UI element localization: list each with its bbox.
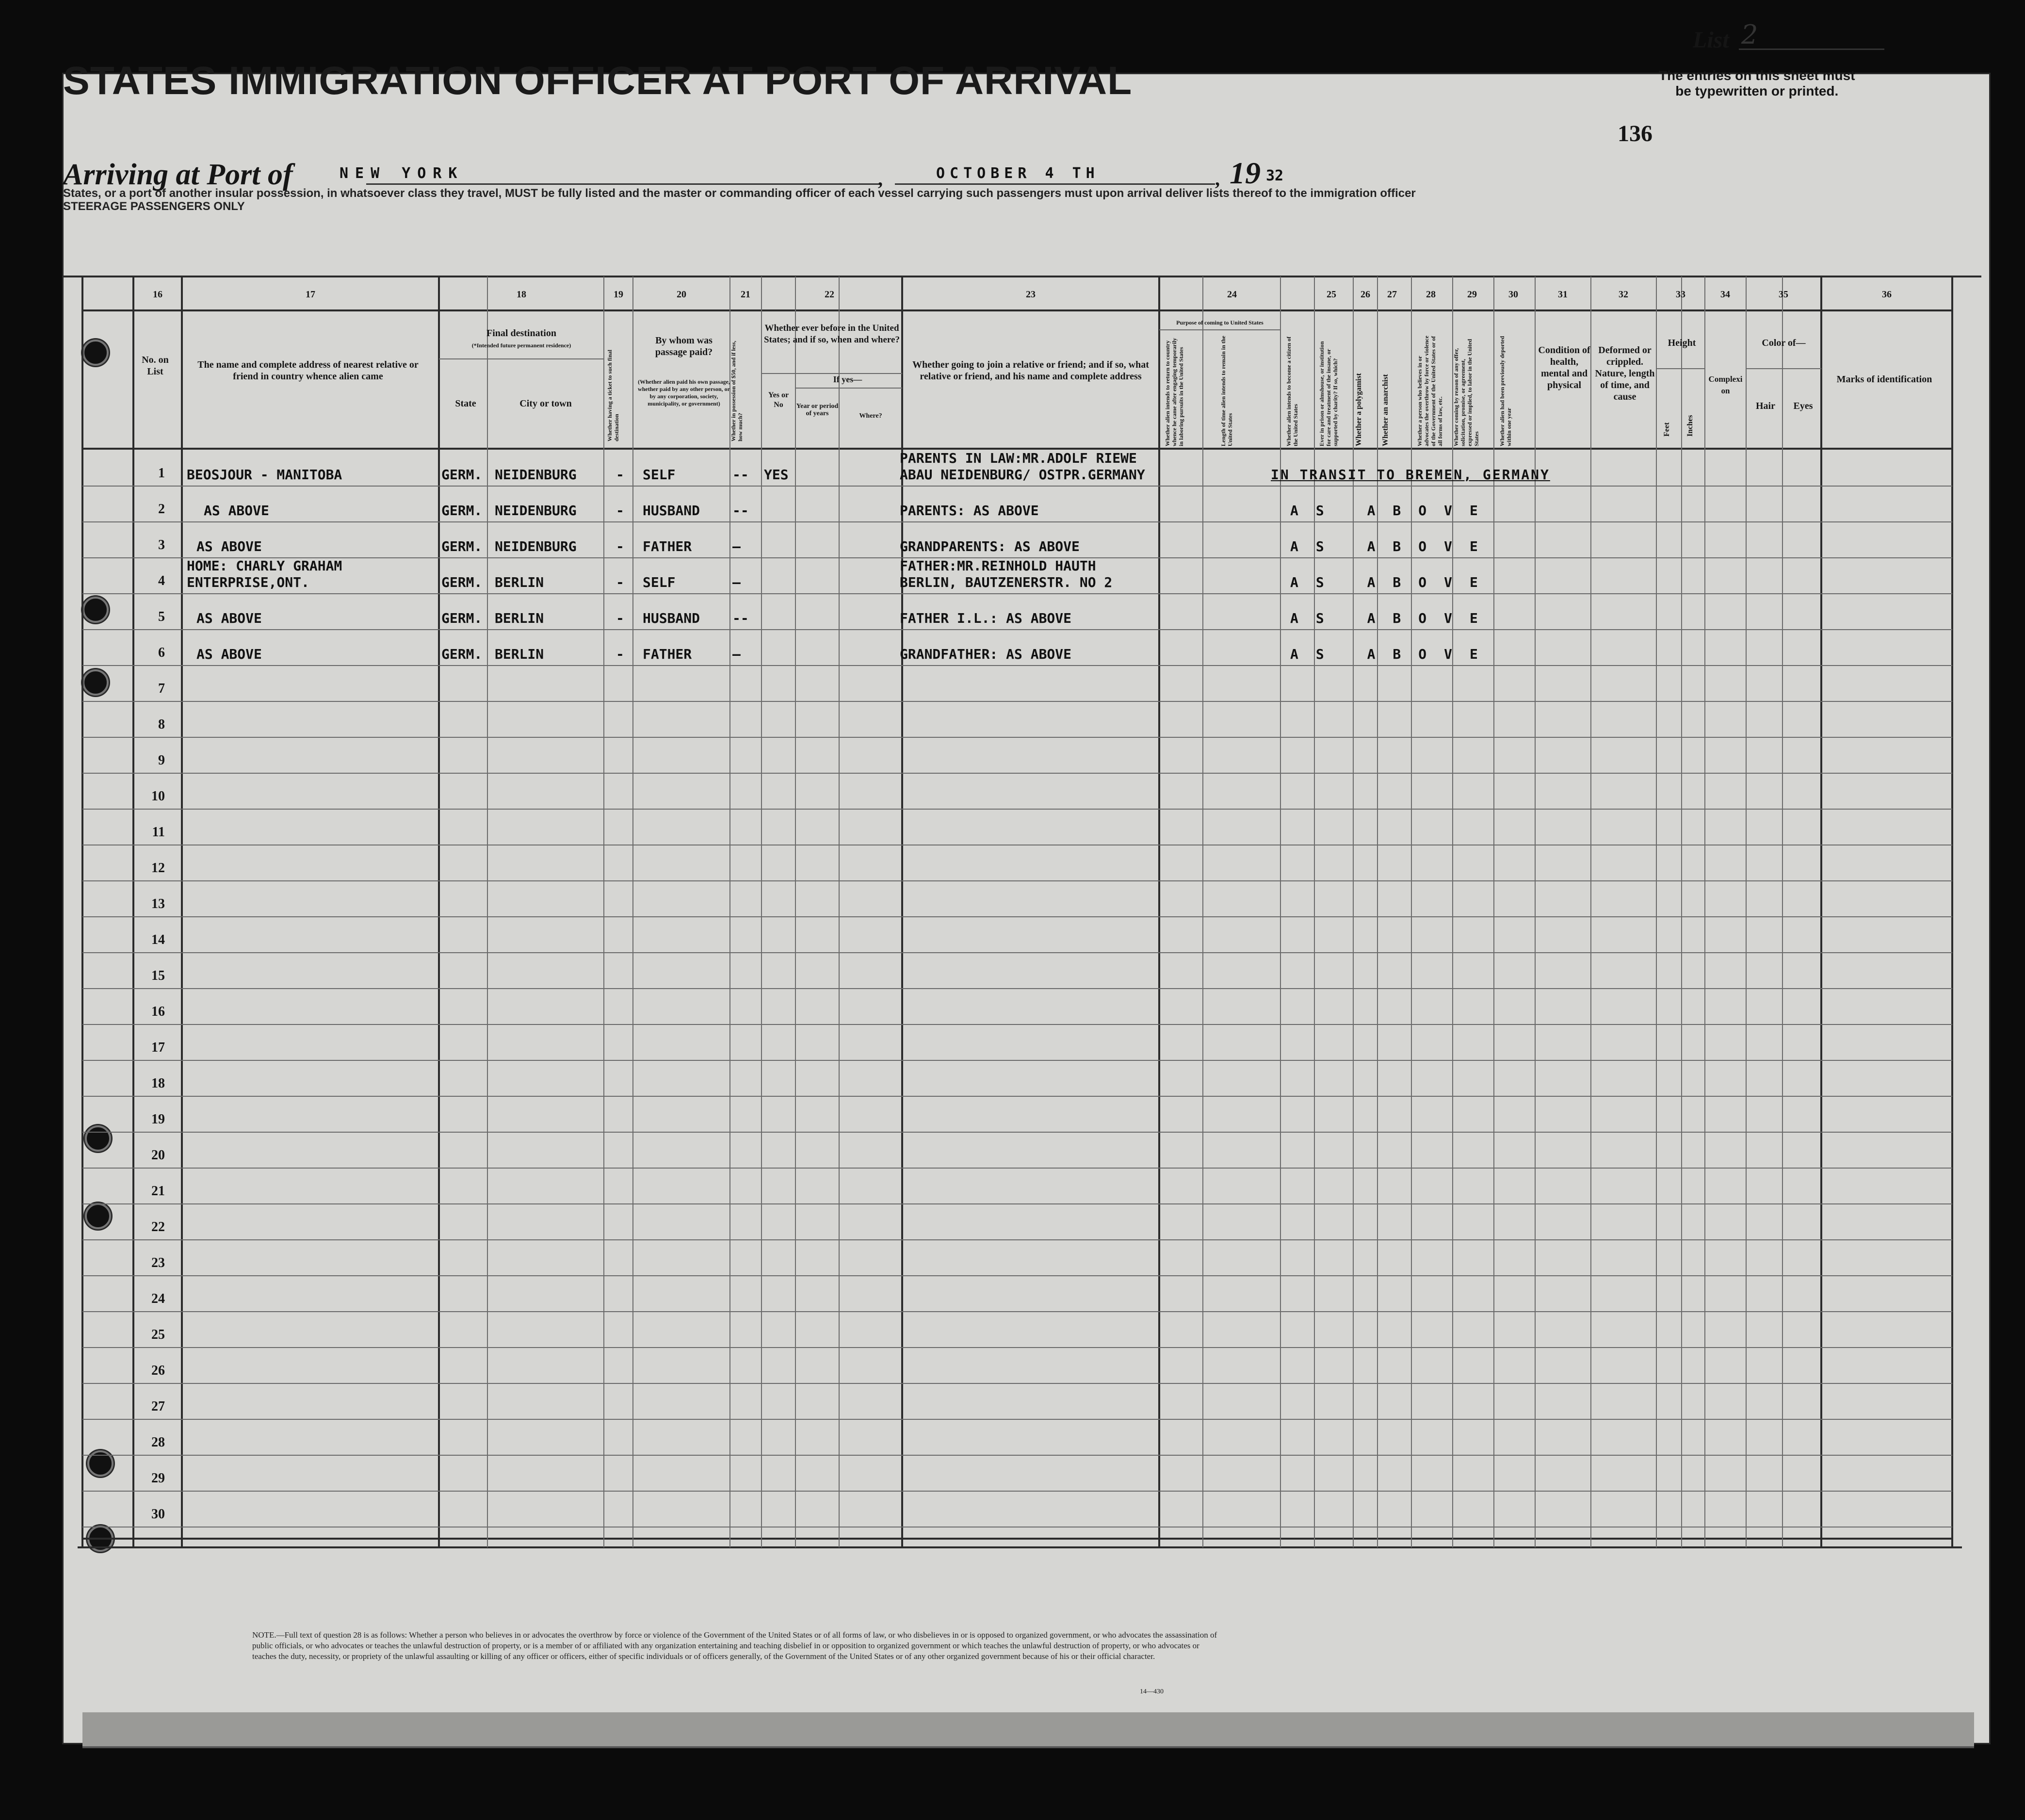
ticket-value: - bbox=[616, 503, 624, 519]
passage-paid-by: SELF bbox=[643, 467, 676, 483]
row-number: 29 bbox=[151, 1471, 165, 1486]
column-number: 23 bbox=[1026, 289, 1036, 300]
join-relative-line-2: BERLIN, BAUTZENERSTR. NO 2 bbox=[900, 574, 1113, 590]
header-before-in-us: Whether ever before in the United States; and if so, when and where? bbox=[764, 323, 900, 345]
same-as-above-remark: AS ABOVE bbox=[1290, 646, 1495, 662]
join-relative: PARENTS: AS ABOVE bbox=[900, 503, 1039, 519]
relative-address: AS ABOVE bbox=[204, 503, 269, 519]
money-value: -- bbox=[732, 610, 749, 626]
header-join-relative: Whether going to join a relative or friend; and if so, what relative or friend, and his name and complete address bbox=[912, 359, 1149, 382]
destination-state: GERM. bbox=[441, 610, 483, 626]
row-number: 17 bbox=[151, 1040, 165, 1055]
row-number: 14 bbox=[151, 932, 165, 947]
column-number: 30 bbox=[1508, 289, 1518, 300]
relative-address: AS ABOVE bbox=[196, 610, 262, 626]
row-number: 22 bbox=[151, 1219, 165, 1235]
join-relative: GRANDFATHER: AS ABOVE bbox=[900, 646, 1072, 662]
row-number: 25 bbox=[151, 1327, 165, 1342]
row-number: 23 bbox=[151, 1255, 165, 1270]
row-number: 15 bbox=[151, 968, 165, 983]
destination-state: GERM. bbox=[441, 646, 483, 662]
relative-address-line-1: HOME: CHARLY GRAHAM bbox=[187, 558, 342, 574]
money-value: — bbox=[732, 538, 741, 554]
row-number: 26 bbox=[151, 1363, 165, 1378]
column-number: 16 bbox=[153, 289, 162, 300]
join-relative-line-2: ABAU NEIDENBURG/ OSTPR.GERMANY bbox=[900, 467, 1145, 483]
sheet-number: 136 bbox=[1618, 121, 1652, 146]
money-value: — bbox=[732, 574, 741, 590]
header-deformed: Deformed or crippled. Nature, length of time, and cause bbox=[1595, 345, 1655, 402]
header-years: Year or period of years bbox=[796, 403, 839, 417]
header-nearest-relative: The name and complete address of nearest relative or friend in country whence alien came bbox=[197, 359, 419, 382]
column-number: 26 bbox=[1361, 289, 1370, 300]
row-number: 28 bbox=[151, 1435, 165, 1450]
header-complexion: Complexion bbox=[1708, 374, 1743, 395]
column-number: 36 bbox=[1882, 289, 1892, 300]
money-value: — bbox=[732, 646, 741, 662]
header-final-destination-note: (*Intended future permanent residence) bbox=[471, 342, 571, 349]
row-number: 20 bbox=[151, 1148, 165, 1163]
row-number: 27 bbox=[151, 1399, 165, 1414]
page-title: STATES IMMIGRATION OFFICER AT PORT OF ARRIVAL bbox=[63, 59, 1133, 103]
column-number: 21 bbox=[741, 289, 750, 300]
row-number: 4 bbox=[158, 573, 165, 588]
date-value: OCTOBER 4 TH bbox=[936, 165, 1100, 182]
column-number: 31 bbox=[1558, 289, 1568, 300]
header-no-on-list: No. on List bbox=[142, 355, 169, 377]
row-number: 18 bbox=[151, 1076, 165, 1091]
relative-address: AS ABOVE bbox=[196, 646, 262, 662]
column-number: 33 bbox=[1676, 289, 1685, 300]
column-number: 29 bbox=[1467, 289, 1477, 300]
header-money: Whether in possession of $50, and if less, how much? bbox=[730, 341, 744, 441]
header-inches: Inches bbox=[1686, 415, 1694, 437]
same-as-above-remark: AS ABOVE bbox=[1290, 610, 1495, 626]
ticket-value: - bbox=[616, 538, 624, 554]
same-as-above-remark: AS ABOVE bbox=[1290, 503, 1495, 519]
column-number: 17 bbox=[306, 289, 315, 300]
header-hair: Hair bbox=[1756, 401, 1775, 411]
column-number: 18 bbox=[517, 289, 526, 300]
date-comma: , bbox=[1215, 168, 1220, 190]
subtitle-line-1: States, or a port of another insular possession, in whatsoever class they travel, MUST be fully listed and the master or commanding officer of each vessel carrying such passengers must upon arrival deliver lists thereof to the immigration officer bbox=[63, 187, 1416, 200]
passage-paid-by: FATHER bbox=[643, 646, 692, 662]
join-relative-line-1: FATHER:MR.REINHOLD HAUTH bbox=[900, 558, 1096, 574]
header-overthrow: Whether a person who believes in or advocates the overthrow by force or violence of the Government of the United States or of all forms of law, etc. bbox=[1416, 336, 1443, 446]
row-number: 2 bbox=[158, 502, 165, 517]
row-number: 21 bbox=[151, 1184, 165, 1199]
passage-paid-by: SELF bbox=[643, 574, 676, 590]
destination-state: GERM. bbox=[441, 503, 483, 519]
row-number: 16 bbox=[151, 1004, 165, 1019]
join-relative: FATHER I.L.: AS ABOVE bbox=[900, 610, 1072, 626]
join-relative: GRANDPARENTS: AS ABOVE bbox=[900, 538, 1080, 554]
column-number: 28 bbox=[1426, 289, 1436, 300]
ticket-value: - bbox=[616, 646, 624, 662]
header-final-destination: Final destination bbox=[486, 328, 556, 339]
header-if-yes: If yes— bbox=[833, 374, 862, 384]
header-height: Height bbox=[1668, 338, 1696, 348]
destination-state: GERM. bbox=[441, 467, 483, 483]
same-as-above-remark: AS ABOVE bbox=[1290, 574, 1495, 590]
header-passage-paid-note: (Whether alien paid his own passage, whether paid by any other person, or by any corporation, society, municipality, or government) bbox=[638, 378, 730, 407]
header-color: Color of— bbox=[1762, 338, 1806, 348]
header-feet: Feet bbox=[1663, 422, 1671, 437]
destination-city: BERLIN bbox=[495, 610, 544, 626]
row-number: 8 bbox=[158, 717, 165, 732]
row-number: 7 bbox=[158, 681, 165, 696]
relative-address-line-2: ENTERPRISE,ONT. bbox=[187, 574, 309, 590]
same-as-above-remark: AS ABOVE bbox=[1290, 538, 1495, 554]
column-number: 24 bbox=[1227, 289, 1237, 300]
header-labor-offer: Whether coming by reason of any offer, solicitation, promise, or agreement, expressed or implied, to labor in the United States bbox=[1453, 339, 1480, 446]
row-number: 5 bbox=[158, 609, 165, 624]
arriving-label: Arriving at Port of bbox=[63, 158, 293, 191]
header-purpose-return: Whether alien intends to return to country whence he came after engaging temporarily in laboring pursuits in the United States bbox=[1164, 338, 1184, 446]
header-citizen: Whether alien intends to become a citizen of the United States bbox=[1285, 336, 1299, 446]
row-number: 3 bbox=[158, 537, 165, 552]
relative-address: AS ABOVE bbox=[196, 538, 262, 554]
port-comma: , bbox=[878, 168, 883, 190]
header-eyes: Eyes bbox=[1793, 401, 1813, 411]
row-number: 12 bbox=[151, 861, 165, 876]
header-passage-paid: By whom was passage paid? bbox=[655, 335, 713, 358]
destination-city: BERLIN bbox=[495, 574, 544, 590]
header-yes-no: Yes or No bbox=[768, 391, 789, 409]
header-anarchist: Whether an anarchist bbox=[1381, 374, 1390, 446]
passage-paid-by: HUSBAND bbox=[643, 503, 700, 519]
row-number: 9 bbox=[158, 753, 165, 768]
row-number: 24 bbox=[151, 1291, 165, 1306]
header-purpose-length: Length of time alien intends to remain in the United States bbox=[1220, 336, 1233, 446]
year-suffix: 32 bbox=[1266, 167, 1284, 184]
port-value: NEW YORK bbox=[340, 165, 464, 182]
destination-state: GERM. bbox=[441, 574, 483, 590]
column-number: 19 bbox=[614, 289, 623, 300]
header-polygamist: Whether a polygamist bbox=[1355, 373, 1363, 446]
passage-paid-by: HUSBAND bbox=[643, 610, 700, 626]
footer-note: NOTE.—Full text of question 28 is as follows: Whether a person who believes in or advocates the overthrow by force or violence of the Government of the United States or of all forms of law, or who disbelieves in or is opposed to organized government, or who advocates the assassination of public officials, or who advocates or teaches the unlawful destruction of property, or is a member of or affiliated with any organization entertaining and teaching disbelief in or opposition to organized government or which teaches the unlawful destruction of property, or who advocates or teaches the duty, necessity, or propriety of the unlawful assaulting or killing of any officer or officers, either of specific individuals or of officers generally, of the Government of the United States or of any other organized government because of his or their official character. bbox=[252, 1630, 1217, 1661]
header-ticket: Whether having a ticket to such final destination bbox=[606, 349, 620, 441]
header-city: City or town bbox=[519, 398, 572, 409]
list-number: 2 bbox=[1741, 19, 1758, 50]
passage-paid-by: FATHER bbox=[643, 538, 692, 554]
money-value: -- bbox=[732, 503, 749, 519]
column-number: 25 bbox=[1327, 289, 1336, 300]
before-in-us: YES bbox=[764, 467, 789, 483]
column-number: 20 bbox=[677, 289, 686, 300]
ticket-value: - bbox=[616, 610, 624, 626]
header-prison: Ever in prison or almshouse, or institution for care and treatment of the insane, or supported by charity? If so, which? bbox=[1318, 341, 1339, 446]
transit-remark: IN TRANSIT TO BREMEN, GERMANY bbox=[1271, 467, 1550, 483]
ticket-value: - bbox=[616, 467, 624, 483]
join-relative-line-1: PARENTS IN LAW:MR.ADOLF RIEWE bbox=[900, 450, 1137, 466]
money-value: -- bbox=[732, 467, 749, 483]
row-number: 13 bbox=[151, 896, 165, 911]
column-number: 27 bbox=[1387, 289, 1397, 300]
year-prefix: 19 bbox=[1230, 156, 1261, 190]
column-number: 22 bbox=[825, 289, 834, 300]
subtitle-line-2: STEERAGE PASSENGERS ONLY bbox=[63, 200, 245, 213]
row-number: 11 bbox=[152, 825, 165, 840]
destination-city: BERLIN bbox=[495, 646, 544, 662]
header-purpose: Purpose of coming to United States bbox=[1176, 319, 1264, 326]
form-code: 14—430 bbox=[1140, 1688, 1164, 1695]
destination-city: NEIDENBURG bbox=[495, 538, 577, 554]
row-number: 6 bbox=[158, 645, 165, 660]
header-health: Condition of health, mental and physical bbox=[1538, 345, 1590, 390]
column-number: 35 bbox=[1779, 289, 1788, 300]
row-number: 30 bbox=[151, 1507, 165, 1522]
header-state: State bbox=[455, 398, 476, 409]
destination-state: GERM. bbox=[441, 538, 483, 554]
header-where: Where? bbox=[859, 412, 882, 420]
header-marks: Marks of identification bbox=[1836, 374, 1932, 385]
row-number: 19 bbox=[151, 1112, 165, 1127]
header-deported: Whether alien had been previously deported within one year bbox=[1499, 336, 1512, 446]
ticket-value: - bbox=[616, 574, 624, 590]
column-number: 34 bbox=[1720, 289, 1730, 300]
destination-city: NEIDENBURG bbox=[495, 503, 577, 519]
entries-note-line-1: The entries on this sheet must bbox=[1659, 68, 1855, 83]
row-number: 1 bbox=[158, 466, 165, 481]
column-number: 32 bbox=[1619, 289, 1628, 300]
relative-address: BEOSJOUR - MANITOBA bbox=[187, 467, 342, 483]
row-number: 10 bbox=[151, 789, 165, 804]
destination-city: NEIDENBURG bbox=[495, 467, 577, 483]
entries-note-line-2: be typewritten or printed. bbox=[1675, 83, 1839, 98]
list-label: List bbox=[1693, 27, 1729, 53]
